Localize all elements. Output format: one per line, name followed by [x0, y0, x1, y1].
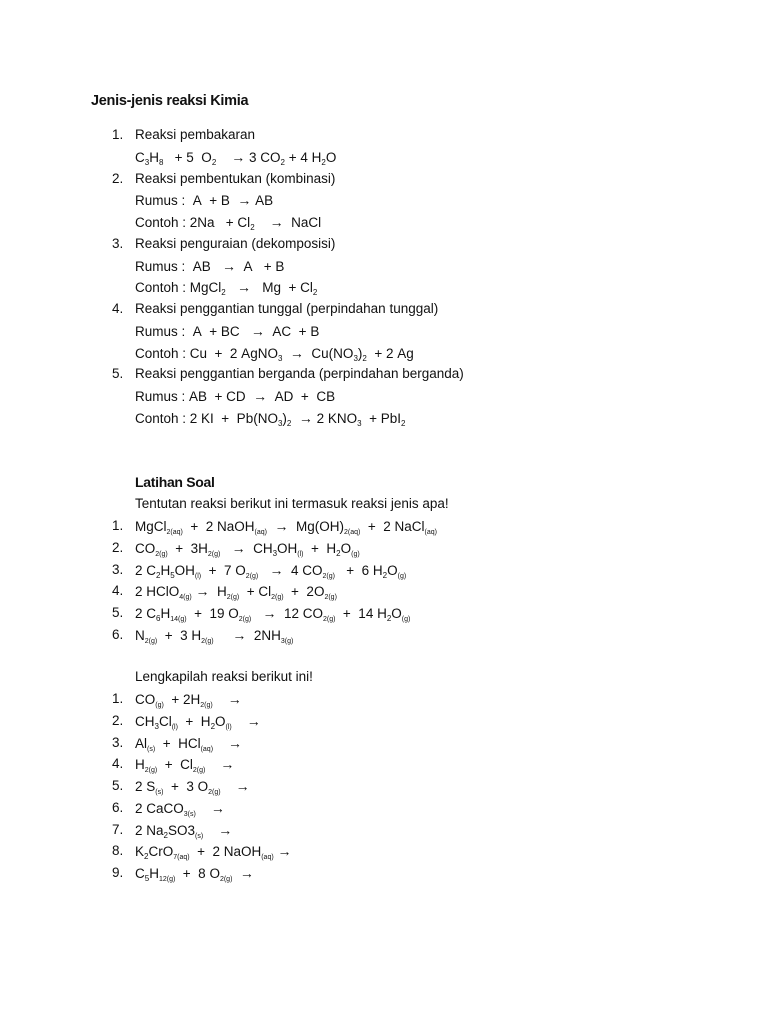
equation-text: O [387, 562, 398, 578]
equation-text: 2 CaCO [135, 800, 184, 816]
reaction-equation [135, 324, 319, 339]
subscript: 2(g) [219, 876, 233, 883]
lengkapi-equation [135, 801, 225, 816]
arrow-icon: → [195, 583, 210, 600]
list-number: 6. [112, 799, 124, 815]
equation-text: + Cl [239, 584, 272, 600]
list-number: 5. [112, 605, 124, 620]
equation-text: + 2 NaOH [182, 519, 255, 534]
reaction-line [135, 343, 414, 363]
subscript: (l) [194, 572, 202, 580]
subscript: (aq) [424, 529, 437, 536]
subscript: 2(g) [322, 616, 336, 623]
subscript: (g) [401, 616, 411, 623]
latihan-equation [135, 583, 337, 602]
arrow-icon: → [289, 344, 304, 361]
equation-text: ) [282, 410, 287, 426]
subscript: 2 [250, 223, 255, 232]
lengkapi-equation [135, 714, 261, 729]
equation-text: C [135, 149, 145, 165]
equation-text: + Cl [157, 757, 193, 773]
equation-text: + H [177, 713, 211, 729]
equation-text: CO [135, 692, 156, 707]
equation-text: + 2O [283, 584, 325, 600]
subscript: 2 [321, 157, 326, 167]
arrow-icon: → [227, 691, 242, 707]
equation-text: CH [135, 713, 155, 729]
arrow-icon: → [277, 843, 292, 860]
equation-text: + PbI [361, 410, 401, 426]
equation-text: Mg + Cl [251, 280, 313, 296]
subscript: 5 [144, 874, 150, 883]
equation-text: CO [135, 540, 156, 556]
subscript: 2 [336, 548, 341, 558]
subscript: (aq) [261, 854, 274, 862]
equation-text: 4 CO [283, 562, 323, 578]
subscript: 2(g) [324, 594, 337, 602]
subscript: 2(aq) [166, 529, 183, 536]
equation-text: Al [135, 735, 148, 751]
subscript: 2(g) [192, 767, 206, 775]
equation-text [232, 866, 240, 881]
equation-text: H [135, 757, 145, 773]
subscript: 2(g) [144, 767, 158, 775]
equation-text: + 2 NaOH [189, 844, 262, 860]
equation-text: Contoh : Cu + 2 AgNO [135, 345, 278, 361]
subscript: 3 [277, 353, 283, 363]
equation-text: + 3 O [163, 779, 209, 794]
subscript: 2 [362, 353, 367, 363]
lengkapi-item [135, 689, 242, 709]
arrow-icon: → [231, 148, 246, 165]
reaction-equation [135, 279, 318, 298]
equation-text: H [209, 584, 227, 600]
list-number: 5. [112, 366, 124, 382]
reaction-line [135, 277, 317, 297]
subscript: 7(aq) [173, 854, 190, 862]
subscript: 3 [144, 157, 150, 167]
equation-text: 2 S [135, 779, 156, 794]
reaction-equation [135, 150, 336, 165]
subscript: 2 [386, 614, 392, 623]
equation-text [282, 346, 290, 361]
equation-text [196, 801, 211, 816]
arrow-icon: → [237, 279, 252, 296]
lengkapi-item [135, 820, 232, 840]
subscript: (aq) [200, 745, 214, 753]
equation-text [291, 411, 299, 426]
list-number: 3. [112, 561, 124, 577]
equation-text [221, 779, 236, 794]
equation-text [213, 736, 228, 751]
list-number: 5. [112, 778, 124, 793]
subscript: 2 [156, 570, 161, 580]
equation-text: Mg(OH) [288, 519, 344, 534]
equation-text: + 5 O [163, 149, 212, 165]
equation-text: MgCl [135, 519, 167, 534]
arrow-icon: → [298, 409, 313, 426]
reaction-type-name: Reaksi pembakaran [135, 127, 256, 142]
equation-text: O [340, 540, 352, 556]
subscript: 2 [211, 157, 217, 167]
arrow-icon: → [246, 712, 261, 729]
equation-text: 2 HClO [135, 584, 180, 600]
list-number: 8. [112, 843, 124, 859]
subscript: 2(g) [322, 572, 335, 580]
equation-text: N [135, 627, 145, 643]
equation-text [226, 280, 237, 295]
equation-text: 2 KNO [312, 410, 358, 426]
equation-text: + 2 Ag [366, 345, 414, 361]
subscript: 2 [144, 852, 149, 862]
latihan-instruction: Tentutan reaksi berikut ini termasuk reaksi jenis apa! [135, 496, 449, 511]
list-number: 2. [112, 170, 124, 186]
reaction-equation [135, 259, 284, 274]
equation-text [205, 757, 220, 772]
equation-text: Contoh : 2 KI + Pb(NO [135, 410, 278, 426]
equation-text [203, 823, 218, 838]
latihan-item [135, 560, 406, 580]
equation-text [216, 150, 231, 165]
arrow-icon: → [269, 214, 284, 230]
latihan-equation [135, 628, 293, 643]
lengkapi-item [135, 798, 225, 818]
subscript: (aq) [254, 529, 267, 536]
equation-text: Contoh : MgCl [135, 280, 222, 296]
equation-text: + HCl [155, 735, 201, 751]
subscript: 3 [277, 418, 283, 428]
equation-text: + 2 NaCl [360, 519, 425, 534]
subscript: 14(g) [170, 616, 187, 623]
list-number: 2. [112, 712, 124, 728]
subscript: 3 [272, 548, 278, 558]
reaction-line [135, 190, 273, 210]
list-number: 3. [112, 235, 124, 251]
equation-text: Rumus : A + B [135, 193, 238, 209]
subscript: 2(aq) [343, 529, 361, 536]
subscript: (s) [195, 832, 204, 840]
subscript: (l) [225, 723, 232, 731]
arrow-icon: → [274, 518, 289, 534]
lengkapi-item [135, 754, 234, 774]
lengkapi-item [135, 863, 254, 883]
equation-text: O [215, 713, 226, 729]
lengkapi-equation [135, 823, 232, 838]
equation-text: + 4 H [285, 149, 322, 165]
equation-text [214, 628, 233, 643]
equation-text: 12 CO [276, 606, 323, 621]
latihan-heading: Latihan Soal [135, 474, 215, 490]
reaction-equation [135, 193, 273, 208]
list-number: 4. [112, 756, 124, 772]
equation-text: ) [357, 345, 363, 361]
subscript: 6 [156, 614, 161, 623]
equation-text: AC + B [264, 323, 320, 339]
equation-text: NaCl [283, 215, 322, 230]
arrow-icon: → [232, 626, 247, 643]
reaction-type-name: Reaksi penguraian (dekomposisi) [135, 235, 336, 251]
subscript: 2(g) [155, 550, 168, 558]
subscript: 2 [401, 418, 406, 428]
equation-text: 3 CO [245, 149, 281, 165]
subscript: 3(g) [280, 637, 294, 645]
list-number: 9. [112, 865, 124, 880]
equation-text: 2 C [135, 562, 157, 578]
subscript: 2 [382, 570, 388, 580]
latihan-item [135, 603, 410, 623]
subscript: 3(s) [183, 810, 196, 818]
equation-text: H [160, 606, 171, 621]
reaction-line [135, 386, 335, 406]
subscript: (g) [351, 550, 360, 558]
latihan-item [135, 581, 337, 601]
reaction-equation [135, 215, 321, 230]
equation-text: + 7 O [201, 562, 246, 578]
lengkapi-equation [135, 692, 242, 707]
equation-text: AB [251, 193, 274, 209]
lengkapi-equation [135, 779, 250, 794]
lengkapi-item [135, 841, 291, 861]
latihan-equation [135, 606, 410, 621]
equation-text [213, 692, 228, 707]
arrow-icon: → [253, 388, 268, 404]
lengkapi-equation [135, 866, 254, 881]
subscript: 2(g) [200, 702, 213, 709]
equation-text: H [160, 562, 171, 578]
arrow-icon: → [218, 821, 233, 838]
equation-text: 2NH [246, 627, 281, 643]
arrow-icon: → [250, 322, 265, 339]
subscript: 2(g) [208, 789, 221, 796]
subscript: 2(g) [271, 594, 284, 602]
subscript: 2 [210, 721, 216, 731]
equation-text: + 3H [167, 540, 208, 556]
reaction-type-name: Reaksi penggantian berganda (perpindahan berganda) [135, 366, 464, 382]
lengkapi-instruction: Lengkapilah reaksi berikut ini! [135, 669, 313, 684]
equation-text: O [325, 149, 337, 165]
subscript: 3 [353, 353, 358, 363]
subscript: 2 [312, 288, 318, 298]
equation-text: + H [303, 540, 337, 556]
reaction-line [135, 147, 336, 167]
lengkapi-equation [135, 843, 292, 862]
equation-text: Cu(NO [303, 345, 354, 361]
subscript: 2(g) [207, 550, 221, 558]
equation-text: + 6 H [334, 562, 383, 578]
equation-text: A + B [236, 258, 285, 274]
subscript: 2(g) [245, 572, 259, 580]
equation-text: OH [277, 540, 298, 556]
arrow-icon: → [220, 756, 235, 773]
equation-text: Rumus : A + BC [135, 323, 251, 339]
subscript: (l) [171, 723, 178, 731]
lengkapi-item [135, 776, 250, 796]
equation-text: C [135, 866, 145, 881]
reaction-line [135, 408, 405, 428]
latihan-equation [135, 519, 437, 534]
subscript: (g) [397, 572, 407, 580]
arrow-icon: → [239, 865, 254, 881]
subscript: (s) [155, 789, 164, 796]
list-number: 4. [112, 583, 124, 599]
reaction-line [135, 212, 321, 232]
latihan-item [135, 516, 437, 536]
equation-text [255, 215, 270, 230]
document-title: Jenis-jenis reaksi Kimia [91, 93, 249, 109]
arrow-icon: → [228, 734, 243, 751]
subscript: 2 [163, 830, 168, 840]
reaction-equation [135, 346, 414, 361]
subscript: (l) [297, 550, 304, 558]
subscript: 2 [280, 157, 285, 167]
arrow-icon: → [210, 799, 225, 816]
list-number: 1. [112, 691, 124, 706]
list-number: 6. [112, 626, 124, 642]
lengkapi-item [135, 711, 261, 731]
subscript: 2(g) [144, 637, 158, 645]
equation-text: 2 Na [135, 822, 164, 838]
arrow-icon: → [237, 192, 252, 209]
equation-text: H [149, 149, 159, 165]
reaction-type-name: Reaksi penggantian tunggal (perpindahan tunggal) [135, 301, 439, 316]
equation-text: + 19 O [186, 606, 239, 621]
list-number: 7. [112, 821, 124, 837]
equation-text [258, 563, 269, 578]
subscript: 5 [170, 570, 175, 580]
arrow-icon: → [222, 257, 237, 274]
lengkapi-equation [135, 756, 235, 775]
equation-text: K [135, 844, 145, 860]
lengkapi-item [135, 733, 242, 753]
equation-text: Rumus : AB + CD [135, 389, 254, 404]
reaction-equation [135, 411, 405, 426]
equation-text: H [149, 866, 159, 881]
equation-text: AD + CB [267, 389, 336, 404]
arrow-icon: → [269, 561, 284, 578]
list-number: 3. [112, 734, 124, 750]
subscript: 2(g) [226, 594, 240, 602]
subscript: 3 [154, 721, 159, 731]
equation-text [251, 606, 262, 621]
equation-text: SO3 [167, 822, 195, 838]
list-number: 1. [112, 127, 124, 142]
arrow-icon: → [231, 539, 246, 556]
equation-text: + 2H [163, 692, 201, 707]
list-number: 2. [112, 539, 124, 555]
latihan-equation [135, 541, 360, 556]
reaction-line [135, 321, 319, 341]
equation-text: Rumus : AB [135, 258, 223, 274]
equation-text: Cl [158, 713, 172, 729]
reaction-equation [135, 389, 335, 404]
equation-text [232, 714, 247, 729]
equation-text: OH [174, 562, 195, 578]
subscript: 4(g) [179, 594, 192, 602]
equation-text: CrO [148, 844, 174, 860]
reaction-line [135, 256, 284, 276]
subscript: 12(g) [158, 876, 176, 883]
subscript: 2 [221, 288, 226, 298]
subscript: 8 [158, 157, 164, 167]
reaction-type-name: Reaksi pembentukan (kombinasi) [135, 170, 336, 186]
subscript: 2(g) [238, 616, 252, 623]
subscript: (s) [147, 745, 156, 753]
subscript: 3 [357, 418, 362, 428]
latihan-item [135, 538, 360, 558]
equation-text: Contoh : 2Na + Cl [135, 215, 251, 230]
subscript: 2 [286, 418, 292, 428]
equation-text: O [391, 606, 402, 621]
arrow-icon: → [235, 778, 250, 794]
subscript: (g) [155, 702, 164, 709]
list-number: 1. [112, 518, 124, 533]
equation-text: CH [245, 540, 273, 556]
equation-text: + 8 O [175, 866, 220, 881]
latihan-equation [135, 563, 406, 578]
equation-text [220, 541, 231, 556]
latihan-item [135, 625, 293, 645]
equation-text: + 3 H [157, 627, 202, 643]
arrow-icon: → [262, 605, 277, 621]
equation-text: + 14 H [335, 606, 387, 621]
lengkapi-equation [135, 736, 242, 751]
subscript: 2(g) [201, 637, 214, 645]
list-number: 4. [112, 301, 124, 316]
equation-text: 2 C [135, 606, 157, 621]
